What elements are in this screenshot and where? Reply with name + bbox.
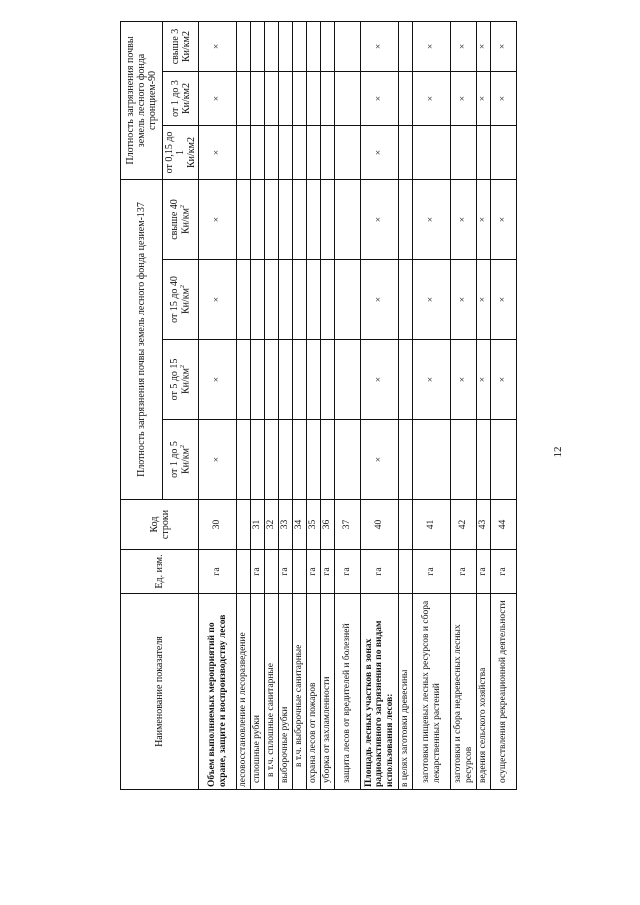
row-cell (265, 260, 279, 340)
row-cell: × (451, 340, 477, 420)
header-strontium-group: Плотность загрязнения почвы земель лесного фонда стронцием-90 (121, 21, 163, 179)
row-cell (265, 420, 279, 500)
table-row (335, 21, 361, 789)
row-cell (293, 72, 307, 126)
row-cell (307, 126, 321, 180)
row-cell (477, 420, 491, 500)
row-cell (451, 126, 477, 180)
forest-contamination-table (120, 21, 517, 790)
row-cell (321, 260, 335, 340)
header-sr-col-2: от 1 до 3 Ки/км2 (163, 72, 199, 126)
row-cell: × (361, 126, 399, 180)
row-cell (399, 420, 413, 500)
row-name: осуществления рекреационной деятельности (491, 594, 517, 790)
row-unit: га (307, 550, 321, 594)
row-unit: га (477, 550, 491, 594)
row-name: в целях заготовки древесины (399, 594, 413, 790)
row-cell (293, 260, 307, 340)
row-code: 43 (477, 500, 491, 550)
row-cell: × (477, 21, 491, 71)
table-row (413, 21, 451, 789)
table-row (321, 21, 335, 789)
row-cell (237, 126, 251, 180)
row-unit (293, 550, 307, 594)
row-cell (251, 260, 265, 340)
row-cell (237, 21, 251, 71)
row-cell (237, 72, 251, 126)
row-cell (293, 21, 307, 71)
row-cell (321, 72, 335, 126)
row-cell: × (491, 180, 517, 260)
row-unit (399, 550, 413, 594)
row-code: 40 (361, 500, 399, 550)
row-unit (265, 550, 279, 594)
row-unit: га (199, 550, 237, 594)
row-unit: га (335, 550, 361, 594)
row-cell: × (491, 260, 517, 340)
row-cell (399, 260, 413, 340)
row-cell (251, 72, 265, 126)
row-code (399, 500, 413, 550)
row-unit: га (451, 550, 477, 594)
row-cell: × (361, 420, 399, 500)
row-cell (307, 21, 321, 71)
row-cell: × (477, 260, 491, 340)
row-cell (237, 340, 251, 420)
row-cell (335, 260, 361, 340)
row-cell: × (451, 260, 477, 340)
header-cs-col-2: от 5 до 15 $Ки/км^2$ (163, 340, 199, 420)
row-name: Объем выполняемых мероприятий по охране, защите и воспроизводству лесов (199, 594, 237, 790)
row-cell: × (451, 72, 477, 126)
row-cell (335, 21, 361, 71)
row-unit: га (321, 550, 335, 594)
table-row (399, 21, 413, 789)
row-cell (279, 180, 293, 260)
table-row (251, 21, 265, 789)
row-cell: × (199, 21, 237, 71)
row-cell: × (451, 180, 477, 260)
row-cell (293, 420, 307, 500)
row-cell: × (199, 420, 237, 500)
row-cell (251, 180, 265, 260)
row-cell (265, 21, 279, 71)
row-cell (307, 260, 321, 340)
row-code: 32 (265, 500, 279, 550)
row-cell (307, 180, 321, 260)
row-cell (251, 126, 265, 180)
row-unit: га (491, 550, 517, 594)
row-cell (399, 21, 413, 71)
row-cell (491, 126, 517, 180)
row-cell (251, 340, 265, 420)
row-cell: × (413, 72, 451, 126)
row-cell (307, 340, 321, 420)
row-name: уборка от захламленности (321, 594, 335, 790)
header-unit: Ед. изм. (121, 550, 199, 594)
row-name: сплошные рубки (251, 594, 265, 790)
row-cell (279, 126, 293, 180)
header-sr-col-3: свыше 3 Ки/км2 (163, 21, 199, 71)
row-unit: га (279, 550, 293, 594)
row-cell: × (361, 72, 399, 126)
row-name: в т.ч. выборочные санитарные (293, 594, 307, 790)
row-cell: × (477, 72, 491, 126)
row-cell (265, 340, 279, 420)
table-row (477, 21, 491, 789)
row-code: 44 (491, 500, 517, 550)
row-cell (321, 180, 335, 260)
row-cell (307, 420, 321, 500)
row-code: 42 (451, 500, 477, 550)
row-cell: × (451, 21, 477, 71)
row-cell: × (361, 180, 399, 260)
row-cell (251, 420, 265, 500)
row-name: лесовосстановление и лесоразведение (237, 594, 251, 790)
table-row (451, 21, 477, 789)
row-cell: × (199, 260, 237, 340)
table-row (293, 21, 307, 789)
row-cell (279, 340, 293, 420)
row-cell: × (413, 180, 451, 260)
row-code: 31 (251, 500, 265, 550)
row-name: защита лесов от вредителей и болезней (335, 594, 361, 790)
row-cell (335, 72, 361, 126)
row-cell (279, 260, 293, 340)
row-unit (237, 550, 251, 594)
header-code: Код строки (121, 500, 199, 550)
row-cell (293, 340, 307, 420)
table-row (279, 21, 293, 789)
row-cell (399, 72, 413, 126)
row-cell: × (361, 340, 399, 420)
row-cell (293, 180, 307, 260)
row-cell (335, 420, 361, 500)
row-cell (279, 21, 293, 71)
row-code: 34 (293, 500, 307, 550)
row-cell (413, 420, 451, 500)
table-row (491, 21, 517, 789)
table-row (237, 21, 251, 789)
row-name: охрана лесов от пожаров (307, 594, 321, 790)
row-cell: × (413, 21, 451, 71)
table-row (199, 21, 237, 789)
header-cesium-group: Плотность загрязнения почвы земель лесного фонда цезием-137 (121, 180, 163, 500)
row-cell (477, 126, 491, 180)
row-code: 37 (335, 500, 361, 550)
row-cell (321, 420, 335, 500)
row-cell: × (477, 340, 491, 420)
row-cell: × (199, 72, 237, 126)
row-cell: × (477, 180, 491, 260)
row-cell: × (413, 260, 451, 340)
row-unit: га (251, 550, 265, 594)
row-name: ведения сельского хозяйства (477, 594, 491, 790)
row-cell (307, 72, 321, 126)
row-cell (237, 420, 251, 500)
page-number: 12 (552, 446, 564, 458)
row-cell (491, 420, 517, 500)
row-name: выборочные рубки (279, 594, 293, 790)
row-cell: × (199, 340, 237, 420)
row-code (237, 500, 251, 550)
row-cell (265, 180, 279, 260)
row-cell (251, 21, 265, 71)
row-cell (451, 420, 477, 500)
row-cell (399, 180, 413, 260)
header-cs-col-4: свыше 40 $Ки/км^2$ (163, 180, 199, 260)
row-cell: × (491, 340, 517, 420)
row-code: 35 (307, 500, 321, 550)
row-cell: × (199, 126, 237, 180)
row-cell: × (361, 21, 399, 71)
header-cs-col-1: от 1 до 5 $Ки/км^2$ (163, 420, 199, 500)
header-cs-col-3: от 15 до 40 $Ки/км^2$ (163, 260, 199, 340)
row-cell (335, 126, 361, 180)
row-cell (413, 126, 451, 180)
row-name: заготовки и сбора недревесных лесных ресурсов (451, 594, 477, 790)
row-cell: × (491, 21, 517, 71)
rotated-table-page (120, 22, 520, 790)
row-unit: га (361, 550, 399, 594)
row-cell: × (199, 180, 237, 260)
row-cell (321, 126, 335, 180)
row-cell (321, 340, 335, 420)
row-name: Площадь лесных участков в зонах радиоактивного загрязнения по видам использования лесов: (361, 594, 399, 790)
row-cell (335, 340, 361, 420)
row-name: в т.ч. сплошные санитарные (265, 594, 279, 790)
row-cell (335, 180, 361, 260)
table-row (307, 21, 321, 789)
row-code: 36 (321, 500, 335, 550)
row-cell (237, 180, 251, 260)
row-code: 33 (279, 500, 293, 550)
row-cell (321, 21, 335, 71)
row-cell (399, 126, 413, 180)
row-code: 30 (199, 500, 237, 550)
row-cell (237, 260, 251, 340)
row-cell (279, 72, 293, 126)
table-row (265, 21, 279, 789)
row-cell: × (361, 260, 399, 340)
row-unit: га (413, 550, 451, 594)
row-cell (293, 126, 307, 180)
table-row (361, 21, 399, 789)
row-cell (279, 420, 293, 500)
row-code: 41 (413, 500, 451, 550)
row-cell: × (491, 72, 517, 126)
header-sr-col-1: от 0,15 до 1 Ки/км2 (163, 126, 199, 180)
row-cell: × (413, 340, 451, 420)
row-cell (399, 340, 413, 420)
row-cell (265, 126, 279, 180)
row-name: заготовки пищевых лесных ресурсов и сбора лекарственных растений (413, 594, 451, 790)
header-name: Наименование показателя (121, 594, 199, 790)
row-cell (265, 72, 279, 126)
